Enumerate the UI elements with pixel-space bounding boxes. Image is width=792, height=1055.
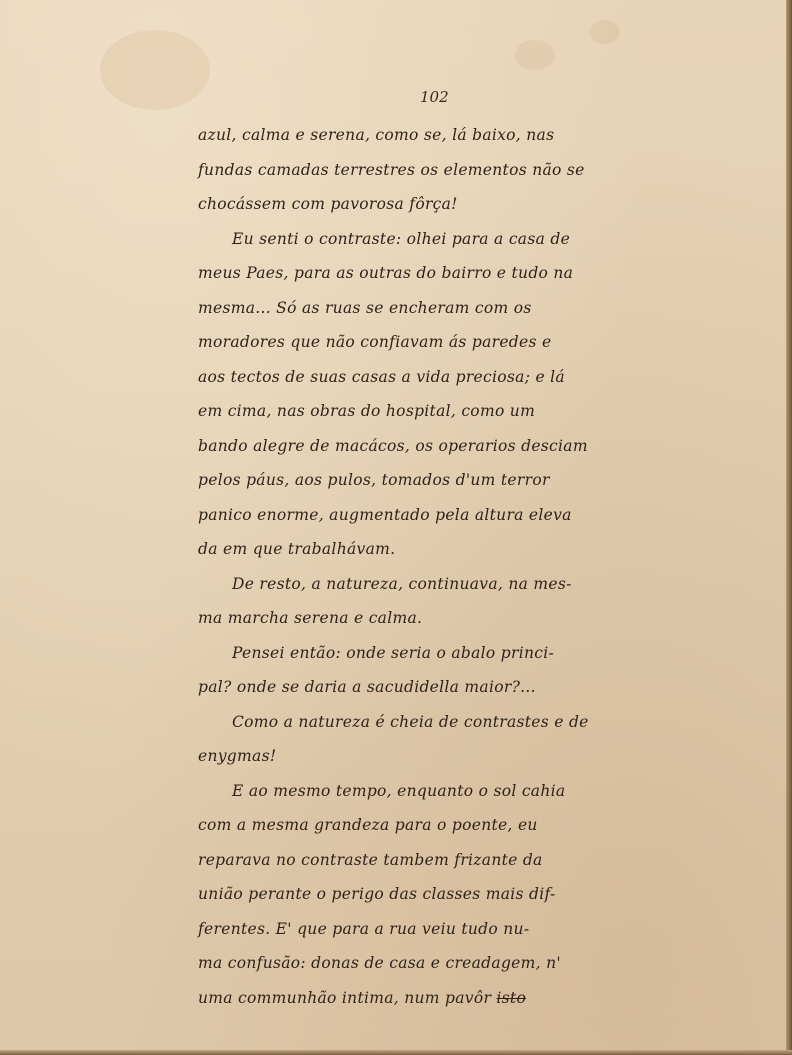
manuscript-line bbox=[198, 463, 678, 498]
manuscript-line bbox=[198, 429, 678, 464]
manuscript-line-text: pelos páus, aos pulos, tomados d'um terror bbox=[198, 471, 550, 489]
manuscript-line bbox=[198, 118, 678, 153]
manuscript-line bbox=[198, 360, 678, 395]
manuscript-line bbox=[198, 670, 678, 705]
manuscript-line bbox=[198, 705, 678, 740]
manuscript-line bbox=[198, 843, 678, 878]
manuscript-line-text: Eu senti o contraste: olhei para a casa de bbox=[232, 229, 571, 248]
manuscript-line bbox=[198, 946, 678, 981]
manuscript-line-text: bando alegre de macácos, os operarios desciam bbox=[198, 436, 588, 455]
manuscript-line-text: aos tectos de suas casas a vida preciosa; e lá bbox=[198, 367, 565, 386]
manuscript-line bbox=[198, 291, 678, 326]
manuscript-line-text: ferentes. E' que para a rua veiu tudo nu- bbox=[198, 919, 530, 938]
manuscript-line bbox=[198, 256, 678, 291]
manuscript-line bbox=[198, 601, 678, 636]
manuscript-line bbox=[198, 774, 678, 809]
page-number: 102 bbox=[420, 88, 449, 106]
manuscript-line bbox=[198, 877, 678, 912]
paper-stain bbox=[515, 40, 555, 70]
manuscript-line-text: união perante o perigo das classes mais dif- bbox=[198, 885, 556, 903]
manuscript-line-text: fundas camadas terrestres os elementos não se bbox=[198, 160, 585, 179]
page-edge-bottom bbox=[0, 1050, 792, 1055]
manuscript-line bbox=[198, 808, 678, 843]
manuscript-line bbox=[198, 498, 678, 533]
manuscript-line-text: meus Paes, para as outras do bairro e tudo na bbox=[198, 264, 574, 282]
manuscript-line-text: uma communhão intima, num pavôr bbox=[198, 988, 492, 1007]
manuscript-line-text: da em que trabalhávam. bbox=[198, 540, 396, 558]
paper-stain bbox=[100, 30, 210, 110]
manuscript-line bbox=[198, 636, 678, 671]
manuscript-line-text: Como a natureza é cheia de contrastes e de bbox=[232, 712, 589, 731]
manuscript-line-text: E ao mesmo tempo, enquanto o sol cahia bbox=[232, 781, 566, 800]
manuscript-line bbox=[198, 567, 678, 602]
manuscript-line bbox=[198, 325, 678, 360]
paper-stain bbox=[590, 20, 620, 44]
manuscript-line bbox=[198, 739, 678, 774]
manuscript-line bbox=[198, 187, 678, 222]
manuscript-line-text: ma confusão: donas de casa e creadagem, n' bbox=[198, 954, 561, 972]
manuscript-line-text: azul, calma e serena, como se, lá baixo, nas bbox=[198, 126, 555, 144]
manuscript-line bbox=[198, 153, 678, 188]
manuscript-line-text: em cima, nas obras do hospital, como um bbox=[198, 402, 536, 420]
handwritten-text-block bbox=[198, 118, 678, 1015]
manuscript-line bbox=[198, 532, 678, 567]
manuscript-line-text: De resto, a natureza, continuava, na mes- bbox=[232, 574, 572, 593]
manuscript-line-text: reparava no contraste tambem frizante da bbox=[198, 850, 543, 869]
manuscript-line-text: mesma... Só as ruas se encheram com os bbox=[198, 298, 532, 317]
manuscript-line bbox=[198, 912, 678, 947]
manuscript-line-text: Pensei então: onde seria o abalo princi- bbox=[232, 643, 555, 662]
struck-through-word: isto bbox=[496, 988, 527, 1007]
manuscript-line bbox=[198, 394, 678, 429]
manuscript-line-text: pal? onde se daria a sacudidella maior?... bbox=[198, 678, 536, 696]
manuscript-line bbox=[198, 981, 678, 1016]
manuscript-line-text: ma marcha serena e calma. bbox=[198, 609, 423, 627]
manuscript-line-text: chocássem com pavorosa fôrça! bbox=[198, 195, 458, 213]
manuscript-line-text: enygmas! bbox=[198, 747, 277, 765]
page-edge-right bbox=[786, 0, 792, 1055]
manuscript-line-text: com a mesma grandeza para o poente, eu bbox=[198, 816, 538, 834]
manuscript-line bbox=[198, 222, 678, 257]
manuscript-line-text: moradores que não confiavam ás paredes e bbox=[198, 333, 552, 351]
manuscript-line-text: panico enorme, augmentado pela altura eleva bbox=[198, 505, 572, 524]
